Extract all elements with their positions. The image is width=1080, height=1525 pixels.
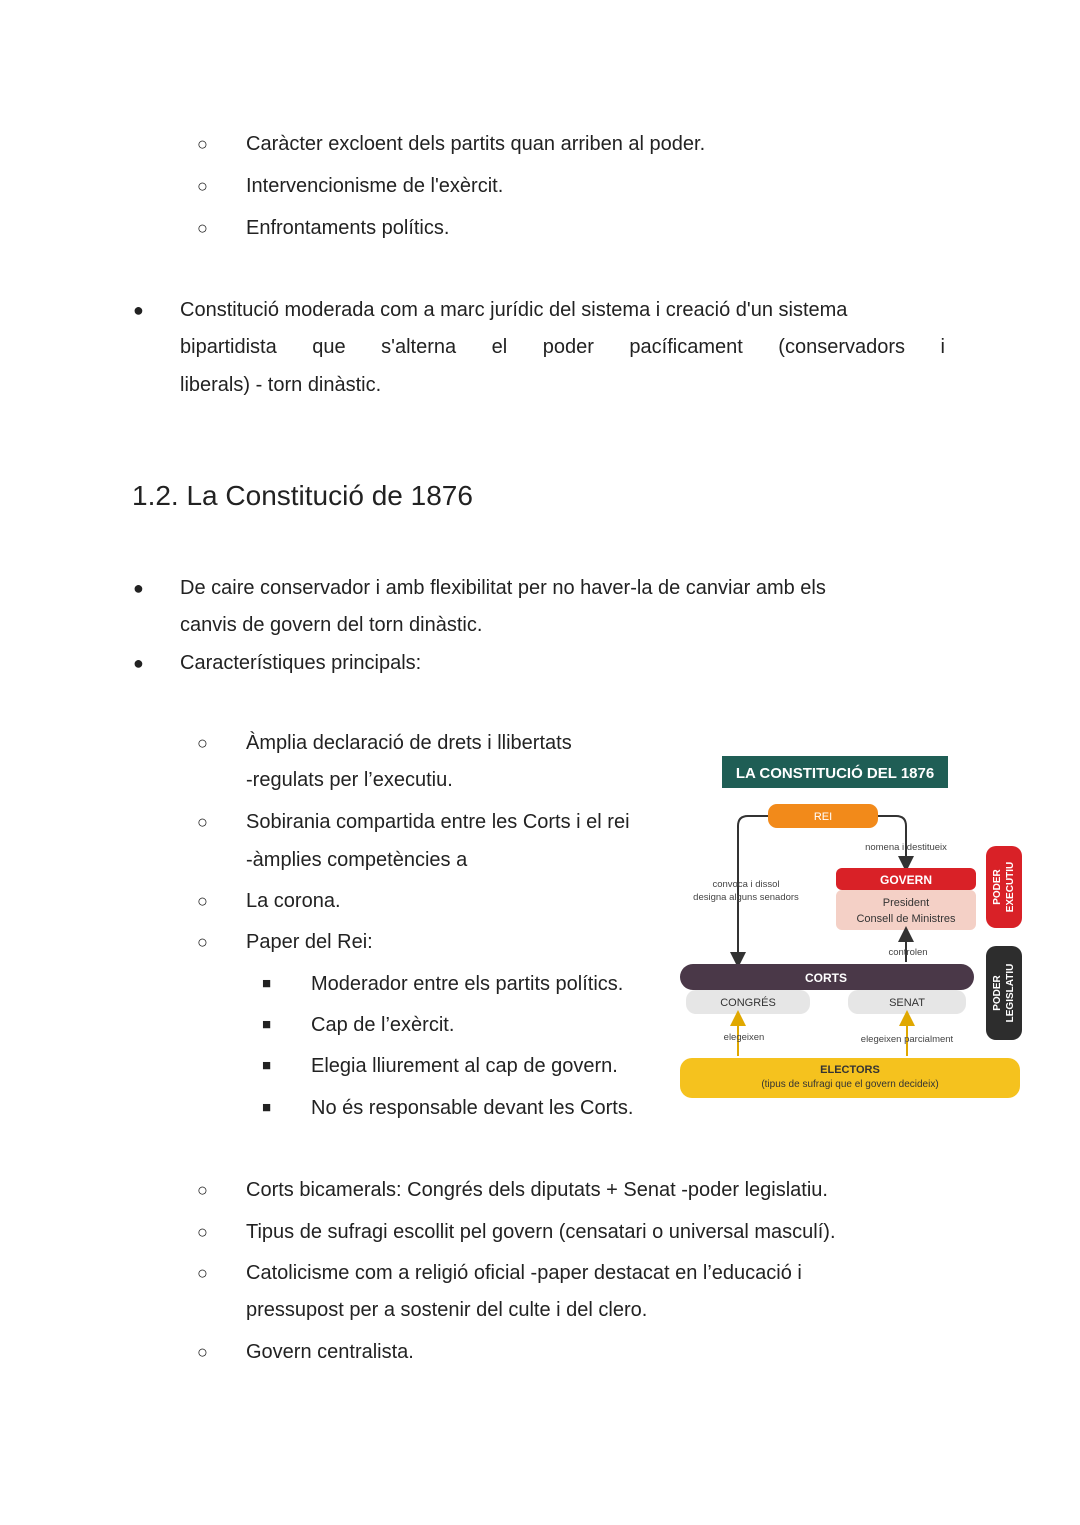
controlen-label: controlen bbox=[888, 947, 928, 958]
square-bullet: ■ bbox=[262, 1099, 272, 1116]
corts-label: CORTS bbox=[805, 971, 847, 985]
square-bullet: ■ bbox=[262, 1057, 272, 1074]
list-item: Govern centralista. bbox=[246, 1341, 414, 1363]
poder-executiu-label-2: EXECUTIU bbox=[1005, 861, 1016, 913]
list-item: Tipus de sufragi escollit pel govern (censatari o universal masculí). bbox=[246, 1221, 836, 1243]
list-item: Caràcter excloent dels partits quan arriben al poder. bbox=[246, 133, 706, 155]
tipus-sufragi-label: (tipus de sufragi que el govern decideix) bbox=[761, 1079, 939, 1090]
list-item: Àmplia declaració de drets i llibertats bbox=[246, 732, 572, 754]
list-item: Característiques principals: bbox=[180, 652, 422, 674]
list-item: Elegia lliurement al cap de govern. bbox=[311, 1055, 618, 1077]
convoca-label: convoca i dissol bbox=[712, 879, 780, 890]
hollow-circle-bullet: ○ bbox=[197, 733, 208, 753]
senat-label: SENAT bbox=[889, 997, 925, 1009]
constitution-diagram bbox=[676, 752, 1026, 1104]
nomena-label: nomena i destitueix bbox=[865, 842, 947, 853]
diagram-title: LA CONSTITUCIÓ DEL 1876 bbox=[735, 765, 935, 782]
filled-circle-bullet: ● bbox=[133, 653, 144, 673]
filled-circle-bullet: ● bbox=[133, 300, 144, 320]
list-item: Moderador entre els partits polítics. bbox=[311, 973, 624, 995]
hollow-circle-bullet: ○ bbox=[197, 891, 208, 911]
list-item: Intervencionisme de l'exèrcit. bbox=[246, 175, 504, 197]
list-item-continuation: canvis de govern del torn dinàstic. bbox=[180, 614, 483, 636]
list-item-continuation: -regulats per l’executiu. bbox=[246, 769, 453, 791]
list-item: Catolicisme com a religió oficial -paper destacat en l’educació i bbox=[246, 1262, 802, 1284]
hollow-circle-bullet: ○ bbox=[197, 1222, 208, 1242]
hollow-circle-bullet: ○ bbox=[197, 218, 208, 238]
rei-to-govern-line bbox=[878, 816, 906, 864]
list-item: Corts bicamerals: Congrés dels diputats + Senat -poder legislatiu. bbox=[246, 1179, 828, 1201]
hollow-circle-bullet: ○ bbox=[197, 932, 208, 952]
congres-label: CONGRÉS bbox=[720, 997, 776, 1009]
govern-label: GOVERN bbox=[879, 873, 933, 887]
list-item: Cap de l’exèrcit. bbox=[311, 1014, 455, 1036]
hollow-circle-bullet: ○ bbox=[197, 1180, 208, 1200]
hollow-circle-bullet: ○ bbox=[197, 1263, 208, 1283]
filled-circle-bullet: ● bbox=[133, 578, 144, 598]
designa-label: designa alguns senadors bbox=[693, 892, 799, 903]
list-item: No és responsable devant les Corts. bbox=[311, 1097, 634, 1119]
list-item-continuation: pressupost per a sostenir del culte i del clero. bbox=[246, 1299, 648, 1321]
list-item: De caire conservador i amb flexibilitat per no haver-la de canviar amb els bbox=[180, 577, 826, 599]
list-item: Constitució moderada com a marc jurídic del sistema i creació d'un sistema bbox=[180, 299, 848, 321]
list-item: La corona. bbox=[246, 890, 341, 912]
list-item: Paper del Rei: bbox=[246, 931, 373, 953]
section-heading: 1.2. La Constitució de 1876 bbox=[132, 480, 473, 511]
list-item-continuation: liberals) - torn dinàstic. bbox=[180, 374, 382, 396]
list-item: Sobirania compartida entre les Corts i el rei bbox=[246, 811, 630, 833]
poder-legislatiu-label: PODER bbox=[992, 975, 1003, 1011]
hollow-circle-bullet: ○ bbox=[197, 812, 208, 832]
elegeixen-parcialment-label: elegeixen parcialment bbox=[860, 1034, 954, 1045]
hollow-circle-bullet: ○ bbox=[197, 1342, 208, 1362]
square-bullet: ■ bbox=[262, 1016, 272, 1033]
hollow-circle-bullet: ○ bbox=[197, 176, 208, 196]
list-item-continuation: bipartidista que s'alterna el poder pacíficament (conservadors i bbox=[180, 336, 945, 358]
list-item-continuation: -àmplies competències a bbox=[246, 849, 468, 871]
rei-label: REI bbox=[813, 811, 833, 823]
square-bullet: ■ bbox=[262, 975, 272, 992]
poder-legislatiu-label-2: LEGISLATIU bbox=[1005, 963, 1016, 1023]
elegeixen-label: elegeixen bbox=[723, 1032, 765, 1043]
electors-label: ELECTORS bbox=[820, 1064, 880, 1076]
consell-label: Consell de Ministres bbox=[856, 913, 956, 925]
president-label: President bbox=[882, 897, 930, 909]
list-item: Enfrontaments polítics. bbox=[246, 217, 450, 239]
hollow-circle-bullet: ○ bbox=[197, 134, 208, 154]
poder-executiu-label: PODER bbox=[992, 869, 1003, 905]
